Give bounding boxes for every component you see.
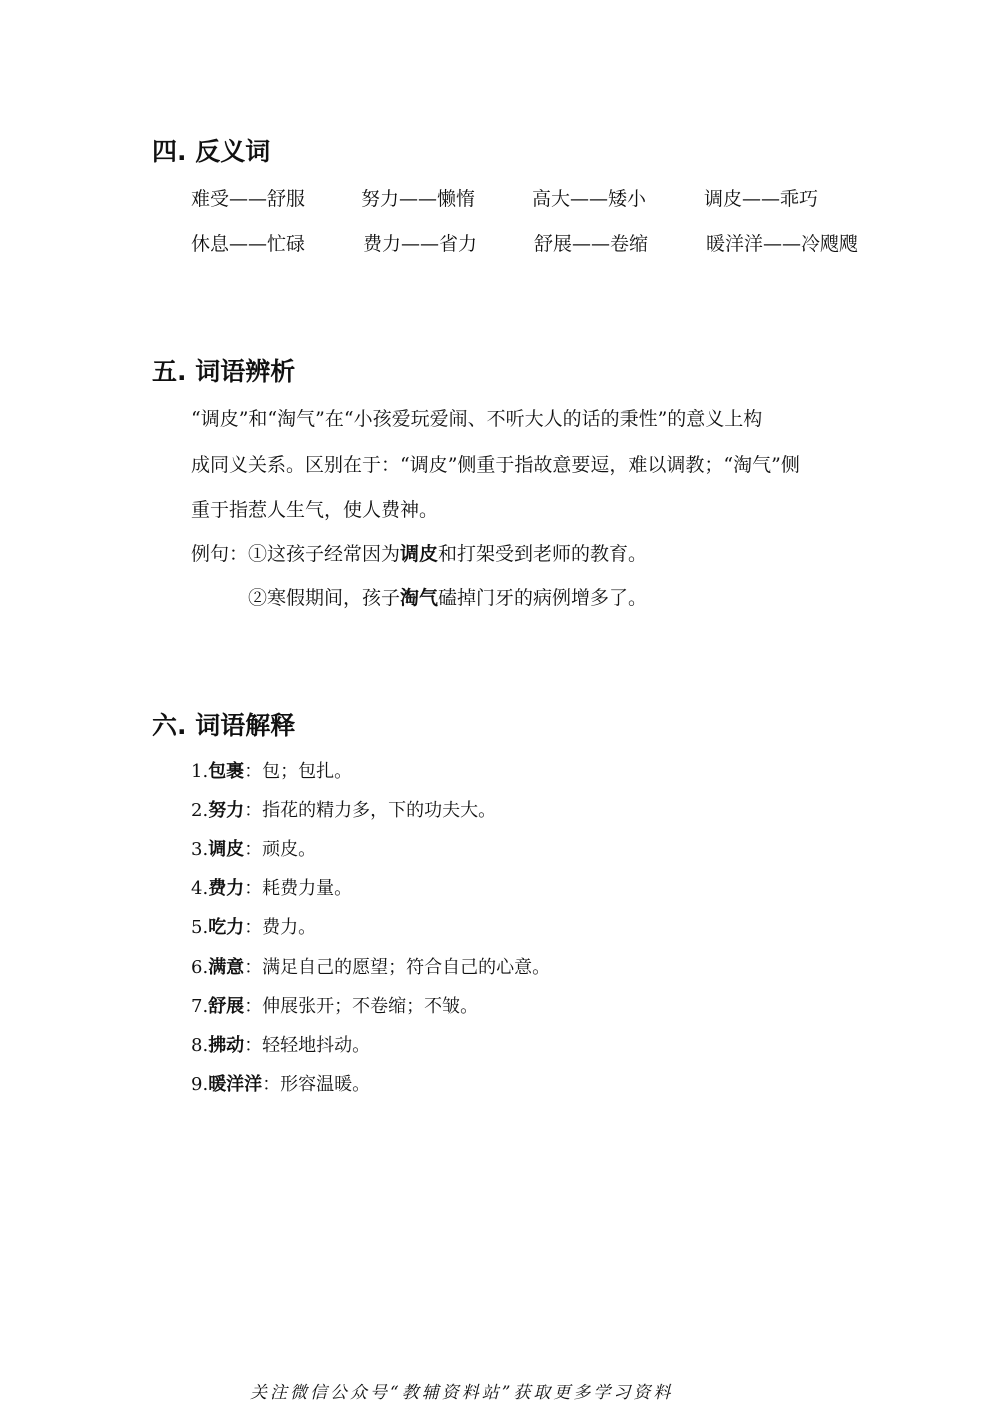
- analysis-paragraph-line: “调皮”和“淘气”在“小孩爱玩爱闹、不听大人的话的秉性”的意义上构: [191, 408, 763, 430]
- example-keyword: 淘气: [400, 587, 439, 609]
- antonym-pair: 难受——舒服: [191, 188, 306, 210]
- definition-item: [191, 757, 352, 783]
- definition-term: 暖洋洋: [208, 1074, 263, 1095]
- antonym-pair: 舒展——卷缩: [534, 233, 649, 255]
- definition-item: [191, 796, 496, 822]
- definition-item: [191, 953, 550, 979]
- definition-term: 拂动: [208, 1035, 245, 1056]
- definition-number: 1.: [191, 761, 209, 782]
- definition-number: 5.: [191, 917, 209, 938]
- analysis-heading: 五. 词语辨析: [152, 357, 296, 386]
- definition-item: [191, 1031, 370, 1057]
- definition-number: 3.: [191, 839, 209, 860]
- definition-number: 7.: [191, 996, 209, 1017]
- definition-number: 6.: [191, 957, 209, 978]
- definition-term: 满意: [208, 957, 245, 978]
- definition-item: [191, 913, 316, 939]
- example-2: [248, 583, 647, 610]
- definition-text: ：伸展张开；不卷缩；不皱。: [244, 996, 479, 1017]
- definition-term: 调皮: [208, 839, 245, 860]
- antonym-pair: 休息——忙碌: [191, 233, 306, 255]
- analysis-paragraph-line: 重于指惹人生气，使人费神。: [191, 499, 439, 521]
- definition-item: [191, 1070, 370, 1096]
- definition-text: ：形容温暖。: [262, 1074, 371, 1095]
- definition-term: 费力: [208, 878, 245, 899]
- definition-number: 9.: [191, 1074, 209, 1095]
- definition-item: [191, 874, 352, 900]
- definition-number: 8.: [191, 1035, 209, 1056]
- antonym-pair: 费力——省力: [363, 233, 478, 255]
- antonym-pair: 暖洋洋——冷飕飕: [706, 233, 859, 255]
- example-keyword: 调皮: [400, 543, 439, 565]
- example-text: 磕掉门牙的病例增多了。: [438, 587, 648, 609]
- definition-text: ：指花的精力多，下的功夫大。: [244, 800, 497, 821]
- definition-text: ：包；包扎。: [244, 761, 353, 782]
- antonym-pair: 调皮——乖巧: [704, 188, 819, 210]
- example-text: ①这孩子经常因为: [248, 543, 401, 565]
- example-text: ②寒假期间，孩子: [248, 587, 401, 609]
- definition-term: 包裹: [208, 761, 245, 782]
- definition-item: [191, 992, 478, 1018]
- example-label: 例句：: [191, 543, 249, 565]
- definition-text: ：费力。: [244, 917, 317, 938]
- definitions-heading: 六. 词语解释: [152, 711, 296, 740]
- analysis-paragraph-line: 成同义关系。区别在于：“调皮”侧重于指故意要逗，难以调教；“淘气”侧: [191, 454, 800, 476]
- definition-text: ：满足自己的愿望；符合自己的心意。: [244, 957, 551, 978]
- definition-number: 2.: [191, 800, 209, 821]
- footer-note: 关注微信公众号“教辅资料站”获取更多学习资料: [250, 1383, 674, 1403]
- antonyms-heading: 四. 反义词: [152, 137, 271, 166]
- definition-term: 舒展: [208, 996, 245, 1017]
- example-1: [191, 539, 647, 566]
- definition-text: ：轻轻地抖动。: [244, 1035, 371, 1056]
- definition-term: 努力: [208, 800, 245, 821]
- example-text: 和打架受到老师的教育。: [438, 543, 648, 565]
- definition-item: [191, 835, 316, 861]
- antonym-pair: 高大——矮小: [532, 188, 647, 210]
- definition-term: 吃力: [208, 917, 245, 938]
- definition-text: ：耗费力量。: [244, 878, 353, 899]
- definition-text: ：顽皮。: [244, 839, 317, 860]
- definition-number: 4.: [191, 878, 209, 899]
- antonym-pair: 努力——懒惰: [361, 188, 476, 210]
